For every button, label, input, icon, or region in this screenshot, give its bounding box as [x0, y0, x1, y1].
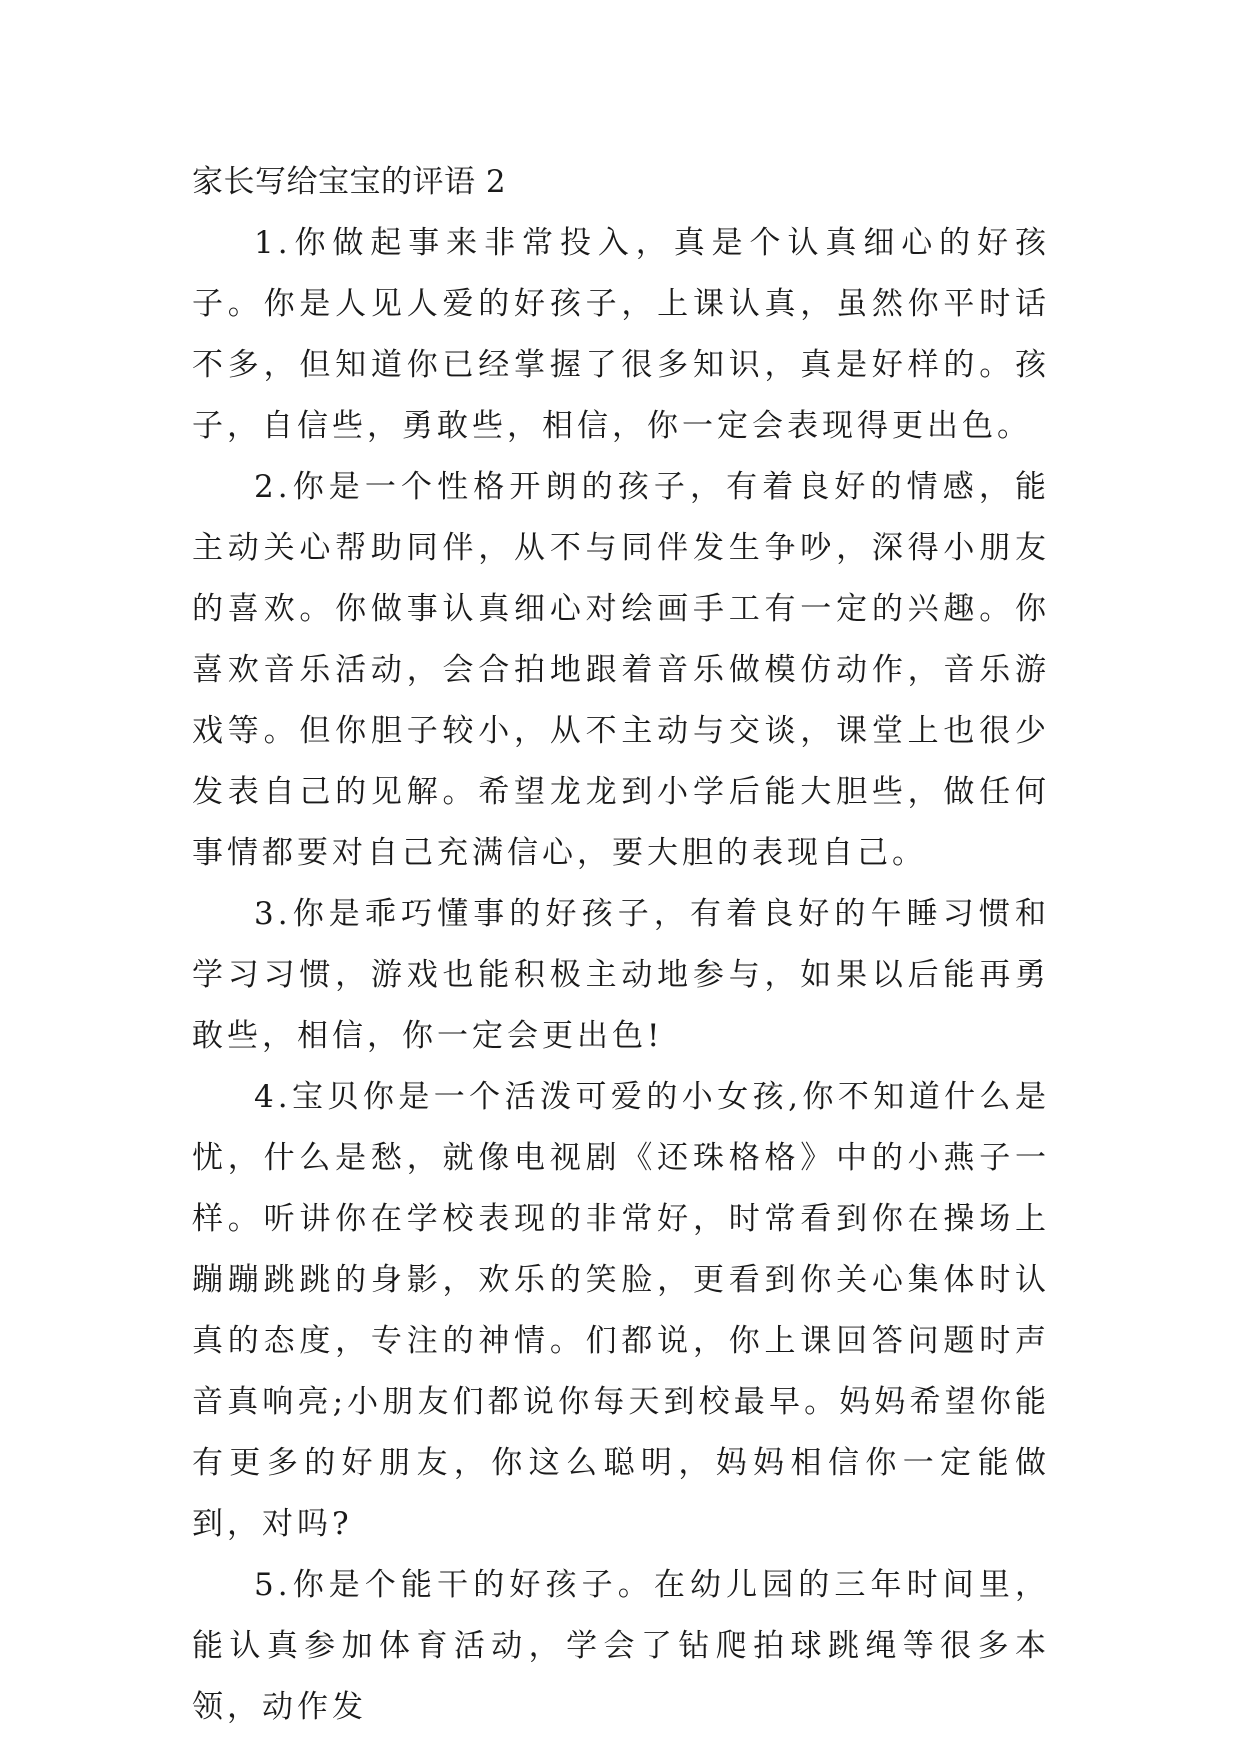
comment-paragraph-4: 4.宝贝你是一个活泼可爱的小女孩,你不知道什么是忧，什么是愁，就像电视剧《还珠格格》中的小燕子一样。听讲你在学校表现的非常好，时常看到你在操场上蹦蹦跳跳的身影，欢乐的笑脸，更看到你关心集体时认真的态度，专注的神情。们都说，你上课回答问题时声音真响亮;小朋友们都说你每天到校最早。妈妈希望你能有更多的好朋友，你这么聪明，妈妈相信你一定能做到，对吗?: [192, 1079, 1050, 1542]
comment-paragraph-3: 3.你是乖巧懂事的好孩子，有着良好的午睡习惯和学习习惯，游戏也能积极主动地参与，如果以后能再勇敢些，相信，你一定会更出色!: [192, 896, 1050, 1054]
comment-paragraph-2: 2.你是一个性格开朗的孩子，有着良好的情感，能主动关心帮助同伴，从不与同伴发生争吵，深得小朋友的喜欢。你做事认真细心对绘画手工有一定的兴趣。你喜欢音乐活动，会合拍地跟着音乐做模仿动作，音乐游戏等。但你胆子较小，从不主动与交谈，课堂上也很少发表自己的见解。希望龙龙到小学后能大胆些，做任何事情都要对自己充满信心，要大胆的表现自己。: [192, 469, 1050, 871]
document-title: 家长写给宝宝的评语 2: [192, 164, 507, 200]
comment-paragraph-1: 1.你做起事来非常投入，真是个认真细心的好孩子。你是人见人爱的好孩子，上课认真，虽然你平时话不多，但知道你已经掌握了很多知识，真是好样的。孩子，自信些，勇敢些，相信，你一定会表现得更出色。: [192, 225, 1050, 444]
document-page: [192, 152, 1050, 1738]
comment-paragraph-5: 5.你是个能干的好孩子。在幼儿园的三年时间里，能认真参加体育活动，学会了钻爬拍球跳绳等很多本领，动作发: [192, 1567, 1050, 1725]
